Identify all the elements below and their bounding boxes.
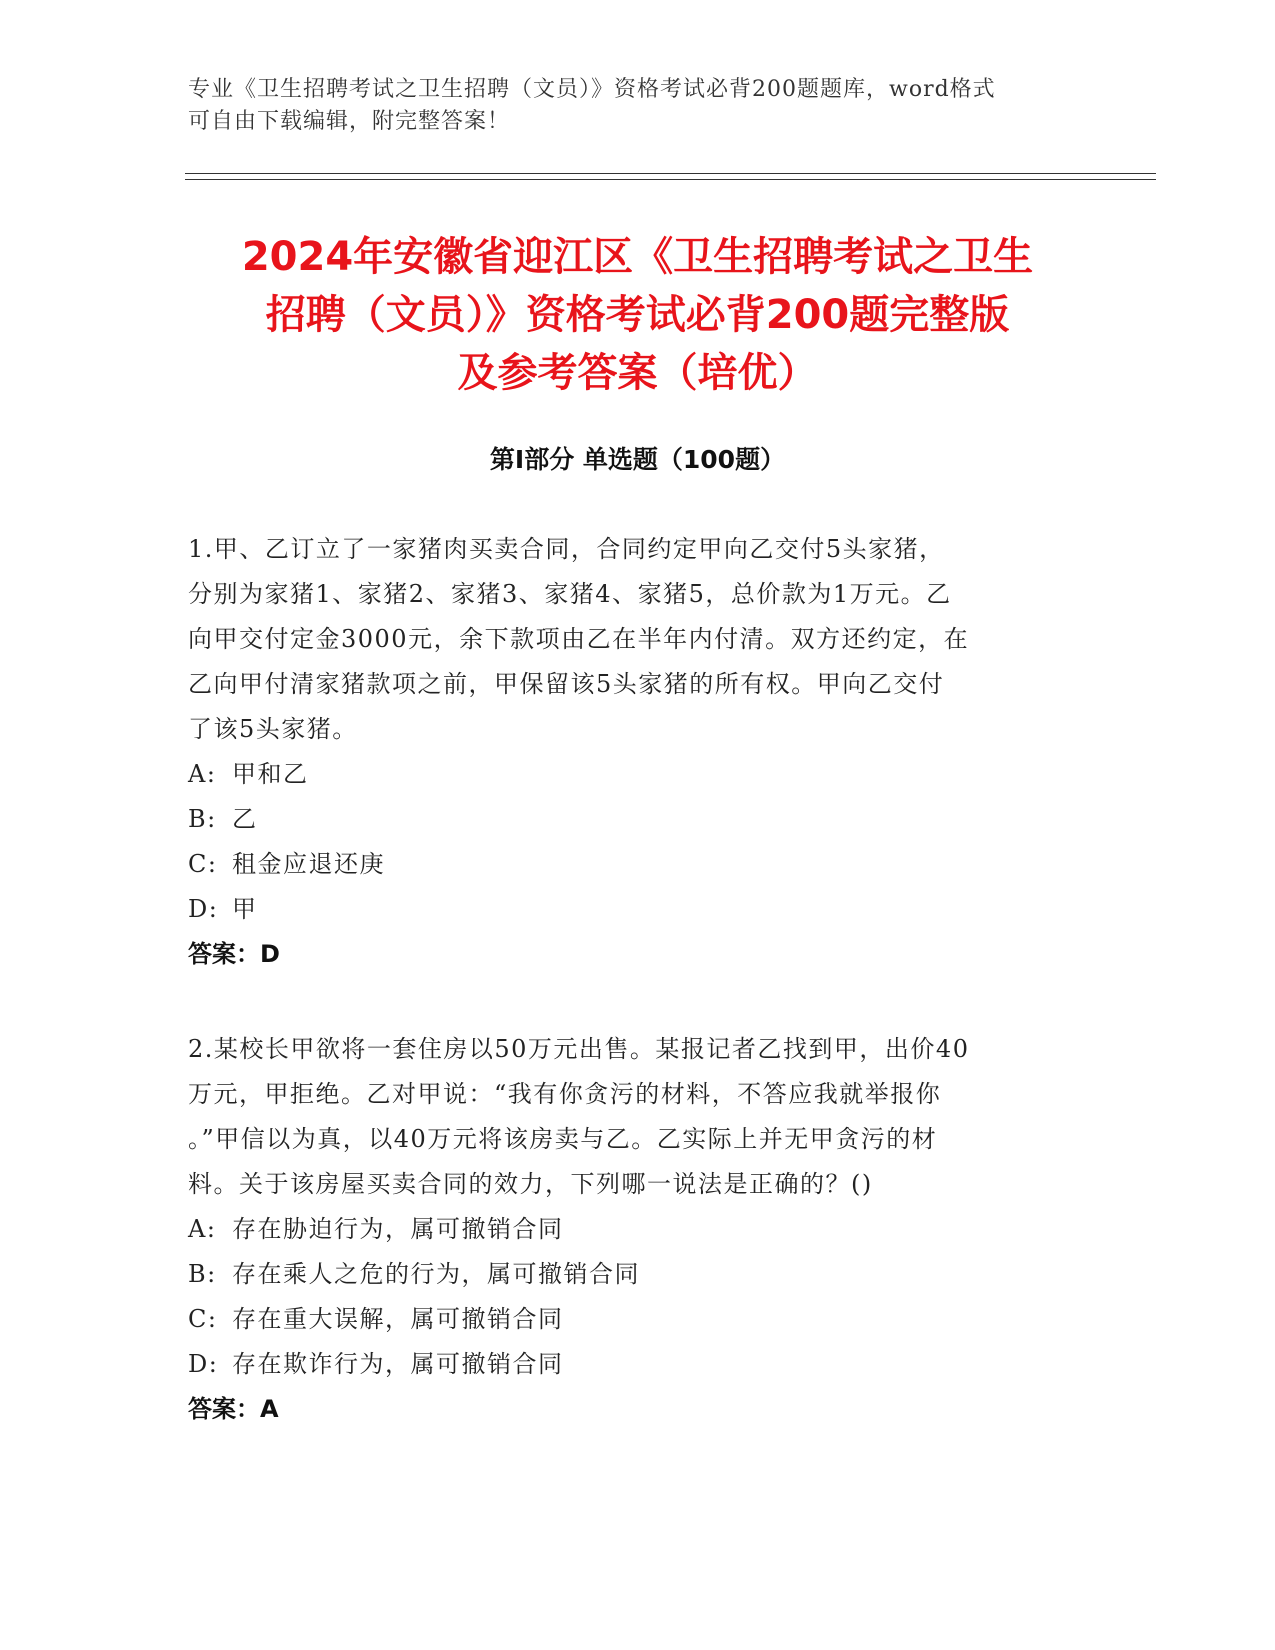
header-note [188, 74, 1088, 138]
option-text: 乙 [232, 805, 258, 833]
header-divider [185, 179, 1156, 180]
option-a [188, 752, 1078, 797]
question-stem [188, 527, 1078, 752]
option-key: D: [188, 1350, 219, 1378]
answer-line: 答案：D [188, 940, 280, 968]
option-key: A: [188, 1215, 217, 1243]
option-b [188, 797, 1078, 842]
section-heading: 第Ⅰ部分 单选题（100题） [489, 445, 786, 474]
option-text: 甲 [232, 895, 258, 923]
stem-line: 料。关于该房屋买卖合同的效力，下列哪一说法是正确的？() [188, 1170, 873, 1198]
option-key: A: [188, 760, 217, 788]
answer-line: 答案：A [188, 1395, 279, 1423]
stem-line: 2.某校长甲欲将一套住房以50万元出售。某报记者乙找到甲，出价40 [188, 1035, 970, 1063]
stem-line: 分别为家猪1、家猪2、家猪3、家猪4、家猪5，总价款为1万元。乙 [188, 580, 952, 608]
stem-line: 1.甲、乙订立了一家猪肉买卖合同，合同约定甲向乙交付5头家猪， [188, 535, 945, 563]
title-line: 2024年安徽省迎江区《卫生招聘考试之卫生 [241, 234, 1034, 280]
option-a [188, 1207, 1078, 1252]
stem-line: 向甲交付定金3000元，余下款项由乙在半年内付清。双方还约定，在 [188, 625, 970, 653]
option-key: B: [188, 805, 217, 833]
option-c [188, 842, 1078, 887]
question-stem [188, 1027, 1078, 1207]
question-2 [188, 1027, 1078, 1432]
header-divider [185, 173, 1156, 174]
stem-line: 了该5头家猪。 [188, 715, 358, 743]
stem-line: 。”甲信以为真，以40万元将该房卖与乙。乙实际上并无甲贪污的材 [188, 1125, 938, 1153]
header-line: 可自由下载编辑，附完整答案！ [188, 109, 511, 134]
title-line: 招聘（文员）》资格考试必背200题完整版 [265, 292, 1010, 338]
option-key: D: [188, 895, 219, 923]
option-text: 存在重大误解，属可撤销合同 [232, 1305, 564, 1333]
option-text: 存在乘人之危的行为，属可撤销合同 [232, 1260, 640, 1288]
question-1 [188, 527, 1078, 977]
stem-line: 万元，甲拒绝。乙对甲说：“我有你贪污的材料，不答应我就举报你 [188, 1080, 942, 1108]
option-c [188, 1297, 1078, 1342]
option-d [188, 887, 1078, 932]
document-title [0, 228, 1275, 402]
option-text: 存在欺诈行为，属可撤销合同 [232, 1350, 564, 1378]
option-key: C: [188, 850, 218, 878]
option-text: 租金应退还庚 [232, 850, 385, 878]
option-text: 甲和乙 [232, 760, 309, 788]
option-text: 存在胁迫行为，属可撤销合同 [232, 1215, 564, 1243]
title-line: 及参考答案（培优） [457, 350, 818, 396]
stem-line: 乙向甲付清家猪款项之前，甲保留该5头家猪的所有权。甲向乙交付 [188, 670, 945, 698]
header-line: 专业《卫生招聘考试之卫生招聘（文员）》资格考试必背200题题库，word格式 [188, 77, 996, 102]
option-key: B: [188, 1260, 217, 1288]
option-key: C: [188, 1305, 218, 1333]
option-b [188, 1252, 1078, 1297]
option-d [188, 1342, 1078, 1387]
